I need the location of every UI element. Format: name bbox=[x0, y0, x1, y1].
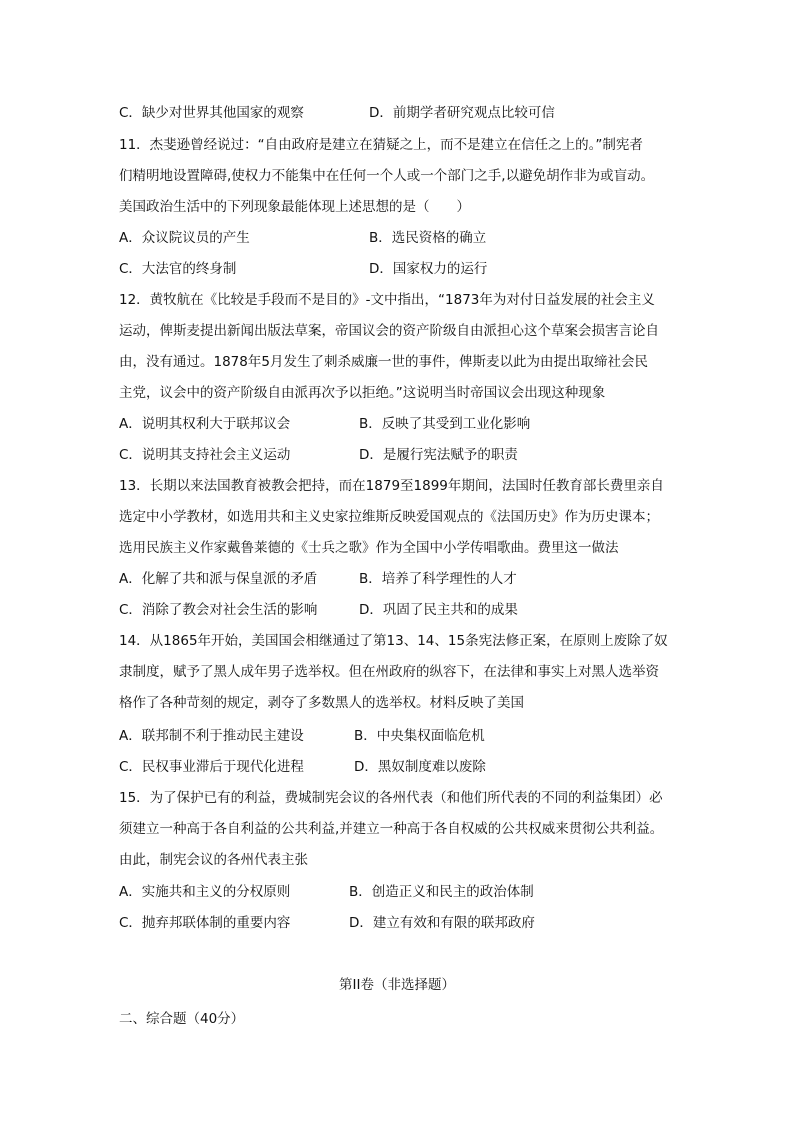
q13-line-2: 选定中小学教材，如选用共和主义史家拉维斯反映爱国观点的《法国历史》作为历史课本； bbox=[119, 509, 659, 525]
q12-option-b: B．反映了其受到工业化影响 bbox=[359, 416, 531, 432]
q13-line-3: 选用民族主义作家戴鲁莱德的《士兵之歌》作为全国中小学传唱歌曲。费里这一做法 bbox=[119, 540, 619, 556]
section-heading: 二、综合题（40分） bbox=[119, 1011, 245, 1027]
q15-option-d: D．建立有效和有限的联邦政府 bbox=[349, 915, 535, 931]
q12-option-a: A．说明其权利大于联邦议会 bbox=[119, 416, 291, 432]
q14-line-1: 14．从1865年开始，美国国会相继通过了第13、14、15条宪法修正案，在原则上废除了奴 bbox=[119, 633, 668, 649]
q14-line-3: 格作了各种苛刻的规定，剥夺了多数黑人的选举权。材料反映了美国 bbox=[119, 695, 524, 711]
q12-line-3: 由，没有通过。1878年5月发生了刺杀威廉一世的事件，俾斯麦以此为由提出取缔社会民 bbox=[119, 354, 648, 370]
q11-line-1: 11．杰斐逊曾经说过：“自由政府是建立在猜疑之上，而不是建立在信任之上的。”制宪者 bbox=[119, 137, 643, 153]
q13-option-c: C．消除了教会对社会生活的影响 bbox=[119, 602, 318, 618]
q11-option-b: B．选民资格的确立 bbox=[369, 230, 487, 246]
q12-option-d: D．是履行宪法赋予的职责 bbox=[359, 447, 518, 463]
section-title: 第II卷（非选择题） bbox=[339, 977, 455, 993]
q14-option-c: C．民权事业滞后于现代化进程 bbox=[119, 759, 304, 775]
q15-option-c: C．抛弃邦联体制的重要内容 bbox=[119, 915, 291, 931]
q15-option-a: A．实施共和主义的分权原则 bbox=[119, 884, 291, 900]
q14-option-b: B．中央集权面临危机 bbox=[354, 728, 485, 744]
q13-option-a: A．化解了共和派与保皇派的矛盾 bbox=[119, 571, 318, 587]
q13-option-b: B．培养了科学理性的人才 bbox=[359, 571, 517, 587]
q11-line-2: 们精明地设置障碍,使权力不能集中在任何一个人或一个部门之手,以避免胡作非为或盲动。 bbox=[119, 168, 655, 184]
q14-line-2: 隶制度，赋予了黑人成年男子选举权。但在州政府的纵容下，在法律和事实上对黑人选举资 bbox=[119, 664, 659, 680]
q12-line-1: 12．黄牧航在《比较是手段而不是目的》-文中指出，“1873年为对付日益发展的社会主义 bbox=[119, 292, 655, 308]
prev-option-d: D．前期学者研究观点比较可信 bbox=[369, 105, 555, 121]
q11-option-d: D．国家权力的运行 bbox=[369, 261, 488, 277]
q15-line-2: 须建立一种高于各自利益的公共利益,并建立一种高于各自权威的公共权威来贯彻公共利益。 bbox=[119, 821, 664, 837]
q14-option-d: D．黑奴制度难以废除 bbox=[354, 759, 486, 775]
q11-line-3: 美国政治生活中的下列现象最能体现上述思想的是（ ） bbox=[119, 199, 470, 215]
q13-option-d: D．巩固了民主共和的成果 bbox=[359, 602, 518, 618]
q15-line-1: 15．为了保护已有的利益，费城制宪会议的各州代表（和他们所代表的不同的利益集团）必 bbox=[119, 790, 663, 806]
q11-option-a: A．众议院议员的产生 bbox=[119, 230, 250, 246]
q13-line-1: 13．长期以来法国教育被教会把持，而在1879至1899年期间，法国时任教育部长费里亲自 bbox=[119, 478, 664, 494]
q12-line-2: 运动，俾斯麦提出新闻出版法草案，帝国议会的资产阶级自由派担心这个草案会损害言论自 bbox=[119, 323, 659, 339]
q12-line-4: 主党，议会中的资产阶级自由派再次予以拒绝。”这说明当时帝国议会出现这种现象 bbox=[119, 385, 606, 401]
q14-option-a: A．联邦制不利于推动民主建设 bbox=[119, 728, 304, 744]
q15-line-3: 由此，制宪会议的各州代表主张 bbox=[119, 852, 308, 868]
q15-option-b: B．创造正义和民主的政治体制 bbox=[349, 884, 534, 900]
q11-option-c: C．大法官的终身制 bbox=[119, 261, 237, 277]
q12-option-c: C．说明其支持社会主义运动 bbox=[119, 447, 291, 463]
prev-option-c: C．缺少对世界其他国家的观察 bbox=[119, 105, 304, 121]
